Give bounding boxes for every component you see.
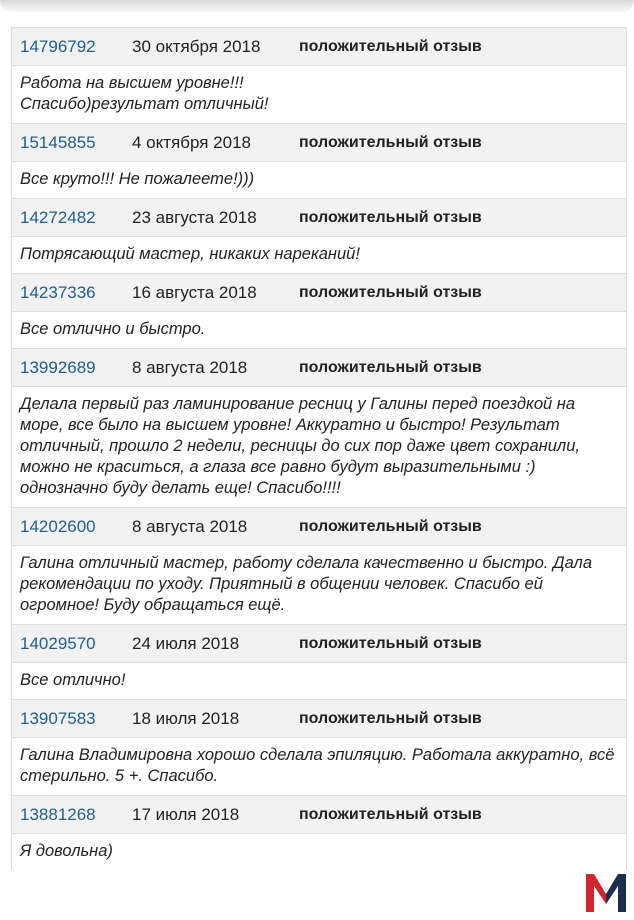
review-item: [12, 699, 626, 795]
review-header: [12, 507, 626, 546]
review-order-id-link[interactable]: 13881268: [20, 804, 96, 824]
review-status: положительный отзыв: [299, 805, 482, 823]
review-text: Все отлично и быстро.: [20, 320, 206, 338]
review-text: Потрясающий мастер, никаких нареканий!: [20, 245, 360, 263]
review-date: 18 июля 2018: [132, 708, 240, 728]
review-header: [12, 699, 626, 738]
review-status: положительный отзыв: [299, 133, 482, 151]
review-date: 16 августа 2018: [132, 282, 257, 302]
review-status: положительный отзыв: [299, 208, 482, 226]
review-order-id-link[interactable]: 13907583: [20, 708, 96, 728]
review-header: [12, 198, 626, 237]
review-item: [12, 123, 626, 198]
review-order-id-link[interactable]: 14796792: [20, 36, 96, 56]
review-text: Галина Владимировна хорошо сделала эпиляцию. Работала аккуратно, всё стерильно. 5 +. Спасибо.: [20, 746, 615, 785]
reviews-list: [11, 27, 627, 870]
logo-m-right-stroke: [606, 874, 626, 912]
m-logo-icon: [584, 870, 628, 914]
review-item: [12, 507, 626, 624]
review-date: 8 августа 2018: [132, 516, 248, 536]
review-header: [12, 795, 626, 834]
review-order-id-link[interactable]: 15145855: [20, 132, 96, 152]
review-header: [12, 123, 626, 162]
review-order-id-link[interactable]: 13992689: [20, 357, 96, 377]
review-date: 23 августа 2018: [132, 207, 257, 227]
review-status: положительный отзыв: [299, 634, 482, 652]
review-status: положительный отзыв: [299, 283, 482, 301]
review-header: [12, 348, 626, 387]
logo-m-left-stroke: [586, 874, 606, 912]
review-text-line: Работа на высшем уровне!!! Спасибо)результат отличный!: [20, 74, 269, 113]
review-text: [12, 66, 626, 123]
review-item: [12, 198, 626, 273]
review-order-id-link[interactable]: 14237336: [20, 282, 96, 302]
review-date: 24 июля 2018: [132, 633, 240, 653]
review-text: Делала первый раз ламинирование ресниц у Галины перед поездкой на море, все было на высшем уровне! Аккуратно и быстро! Результат отличный, прошло 2 недели, ресницы до сих пор даже цвет сохранили, можно не краситься, а глаза все равно будут выразительными :) однозначно буду делать еще! Спасибо!!!!: [20, 395, 580, 497]
review-order-id-link[interactable]: 14202600: [20, 516, 96, 536]
review-item: [12, 624, 626, 699]
review-item: [12, 27, 626, 123]
review-text: Галина отличный мастер, работу сделала качественно и быстро. Дала рекомендации по уходу. Приятный в общении человек. Спасибо ей огромное! Буду обращаться ещё.: [20, 554, 593, 614]
review-date: 30 октября 2018: [132, 36, 261, 56]
review-header: [12, 27, 626, 66]
review-header: [12, 624, 626, 663]
review-order-id-link[interactable]: 14029570: [20, 633, 96, 653]
review-status: положительный отзыв: [299, 37, 482, 55]
review-order-id-link[interactable]: 14272482: [20, 207, 96, 227]
review-text: Все круто!!! Не пожалеете!))): [20, 170, 255, 188]
review-status: положительный отзыв: [299, 517, 482, 535]
review-date: 4 октября 2018: [132, 132, 251, 152]
review-status: положительный отзыв: [299, 358, 482, 376]
review-text: Все отлично!: [20, 671, 126, 689]
review-header: [12, 273, 626, 312]
review-date: 17 июля 2018: [132, 804, 240, 824]
review-text: Я довольна): [20, 842, 113, 860]
review-date: 8 августа 2018: [132, 357, 248, 377]
review-item: [12, 273, 626, 348]
top-scroll-shadow: [0, 0, 634, 12]
review-status: положительный отзыв: [299, 709, 482, 727]
review-item: [12, 795, 626, 870]
review-item: [12, 348, 626, 507]
